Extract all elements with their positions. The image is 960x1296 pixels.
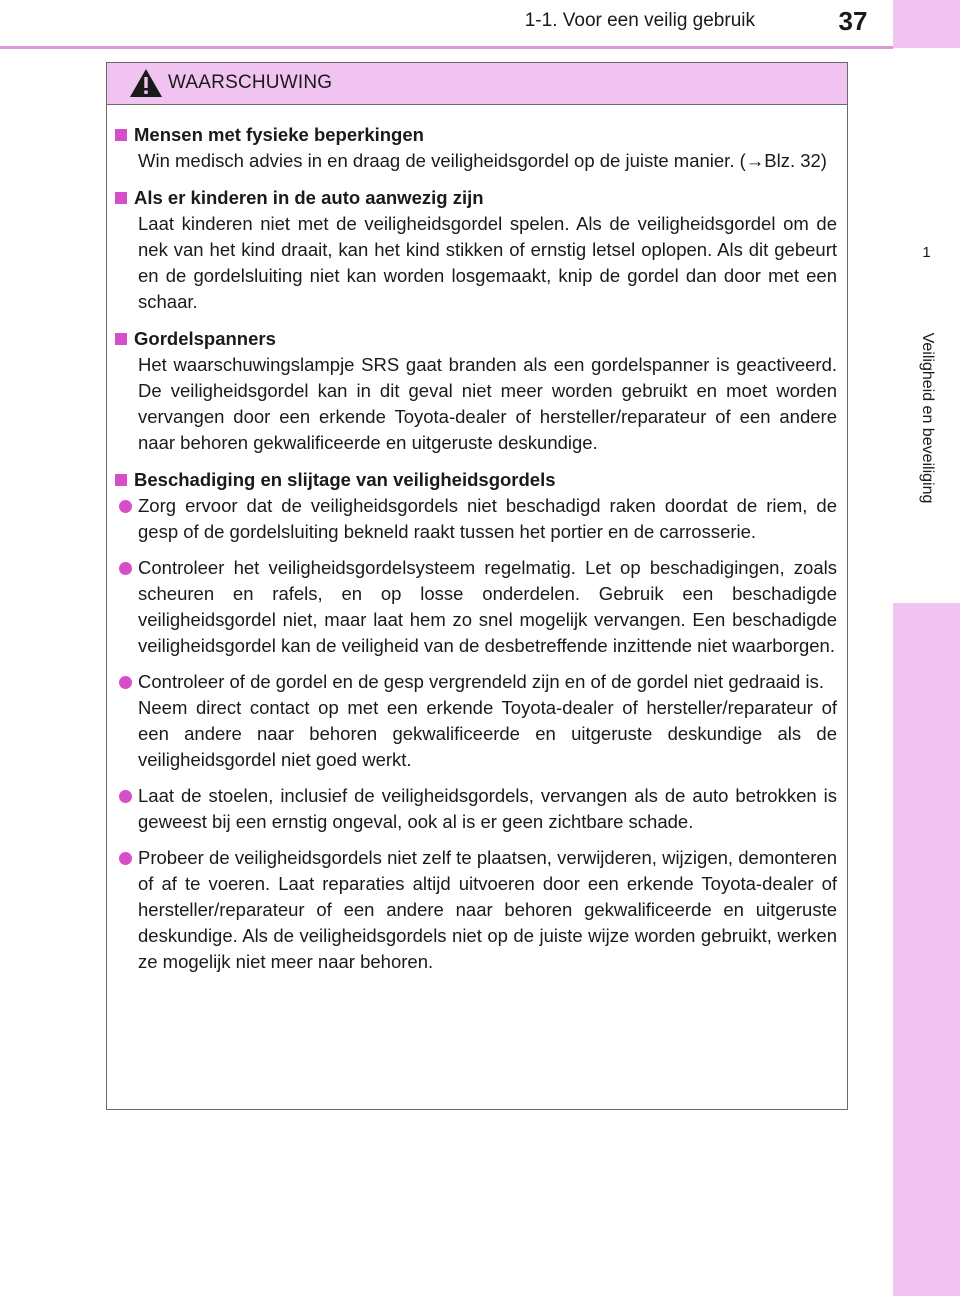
list-item-text <box>138 669 837 773</box>
square-bullet-icon <box>115 474 127 486</box>
square-bullet-icon <box>115 333 127 345</box>
list-item-text-line: Controleer of de gordel en de gesp vergrendeld zijn en of de gordel niet gedraaid is. <box>138 671 824 692</box>
round-bullet-icon <box>119 500 132 513</box>
list-item-text-extra: Neem direct contact op met een erkende Toyota-dealer of hersteller/reparateur of een andere naar behoren gekwalificeerde en uitgeruste deskundige als de veiligheidsgordel niet goed werkt. <box>138 697 837 770</box>
warning-box <box>106 62 848 1110</box>
round-bullet-icon <box>119 676 132 689</box>
warning-body <box>107 105 847 975</box>
round-bullet-icon <box>119 562 132 575</box>
page-number: 37 <box>838 6 868 36</box>
round-bullet-icon <box>119 852 132 865</box>
list-item-text: Controleer het veiligheidsgordelsysteem regelmatig. Let op beschadigingen, zoals scheuren en rafels, en op losse onderdelen. Gebruik een beschadigde veiligheidsgordel niet, maar laat hem zo snel mogelijk vervangen. Een beschadigde veiligheidsgordel kan de veiligheid van de desbetreffende inzittende niet waarborgen. <box>138 557 837 656</box>
bullet-list <box>119 493 837 975</box>
section-heading: Beschadiging en slijtage van veiligheidsgordels <box>134 469 556 490</box>
square-bullet-icon <box>115 129 127 141</box>
section-physical-limitations <box>115 122 837 174</box>
list-item <box>119 783 837 835</box>
list-item-text: Zorg ervoor dat de veiligheidsgordels niet beschadigd raken doordat de riem, de gesp of de gordelsluiting bekneld raakt tussen het portier en de carrosserie. <box>138 495 837 542</box>
section-heading: Mensen met fysieke beperkingen <box>134 124 424 145</box>
list-item-text: Laat de stoelen, inclusief de veiligheidsgordels, vervangen als de auto betrokken is geweest bij een ernstig ongeval, ook al is er geen zichtbare schade. <box>138 785 837 832</box>
warning-title: WAARSCHUWING <box>168 72 333 93</box>
chapter-number: 1 <box>922 244 931 261</box>
section-text: Laat kinderen niet met de veiligheidsgordel spelen. Als de veiligheidsgordel om de nek van het kind draait, kan het kind stikken of ernstig letsel oplopen. Als dit gebeurt en de gordelsluiting niet kan worden losgemaakt, knip de gordel dan door met een schaar. <box>138 213 837 312</box>
section-children <box>115 185 837 315</box>
section-pretensioners <box>115 326 837 456</box>
section-text: Win medisch advies in en draag de veiligheidsgordel op de juiste manier. (→Blz. 32) <box>138 150 827 171</box>
page-header-title: 1-1. Voor een veilig gebruik <box>524 10 755 31</box>
warning-triangle-icon <box>129 68 163 103</box>
warning-header <box>107 63 847 105</box>
header-rule <box>0 46 893 49</box>
section-heading: Gordelspanners <box>134 328 276 349</box>
list-item <box>119 669 837 773</box>
list-item <box>119 555 837 659</box>
section-heading: Als er kinderen in de auto aanwezig zijn <box>134 187 484 208</box>
section-text: Het waarschuwingslampje SRS gaat branden als een gordelspanner is geactiveerd. De veiligheidsgordel kan in dit geval niet meer worden gebruikt en moet worden vervangen door een erkende Toyota-dealer of hersteller/reparateur of een andere naar behoren gekwalificeerde en uitgeruste deskundige. <box>138 354 837 453</box>
section-damage-wear <box>115 467 837 975</box>
list-item <box>119 493 837 545</box>
list-item <box>119 845 837 975</box>
chapter-side-tab-active <box>893 48 960 603</box>
chapter-label: Veiligheid en beveiliging <box>919 332 936 504</box>
square-bullet-icon <box>115 192 127 204</box>
list-item-text: Probeer de veiligheidsgordels niet zelf te plaatsen, verwijderen, wijzigen, demonteren of af te voeren. Laat reparaties altijd uitvoeren door een erkende Toyota-dealer of hersteller/reparateur of een andere naar behoren gekwalificeerde en uitgeruste deskundige. Als de veiligheidsgordels niet op de juiste wijze worden gebruikt, werken ze mogelijk niet meer naar behoren. <box>138 847 837 972</box>
round-bullet-icon <box>119 790 132 803</box>
